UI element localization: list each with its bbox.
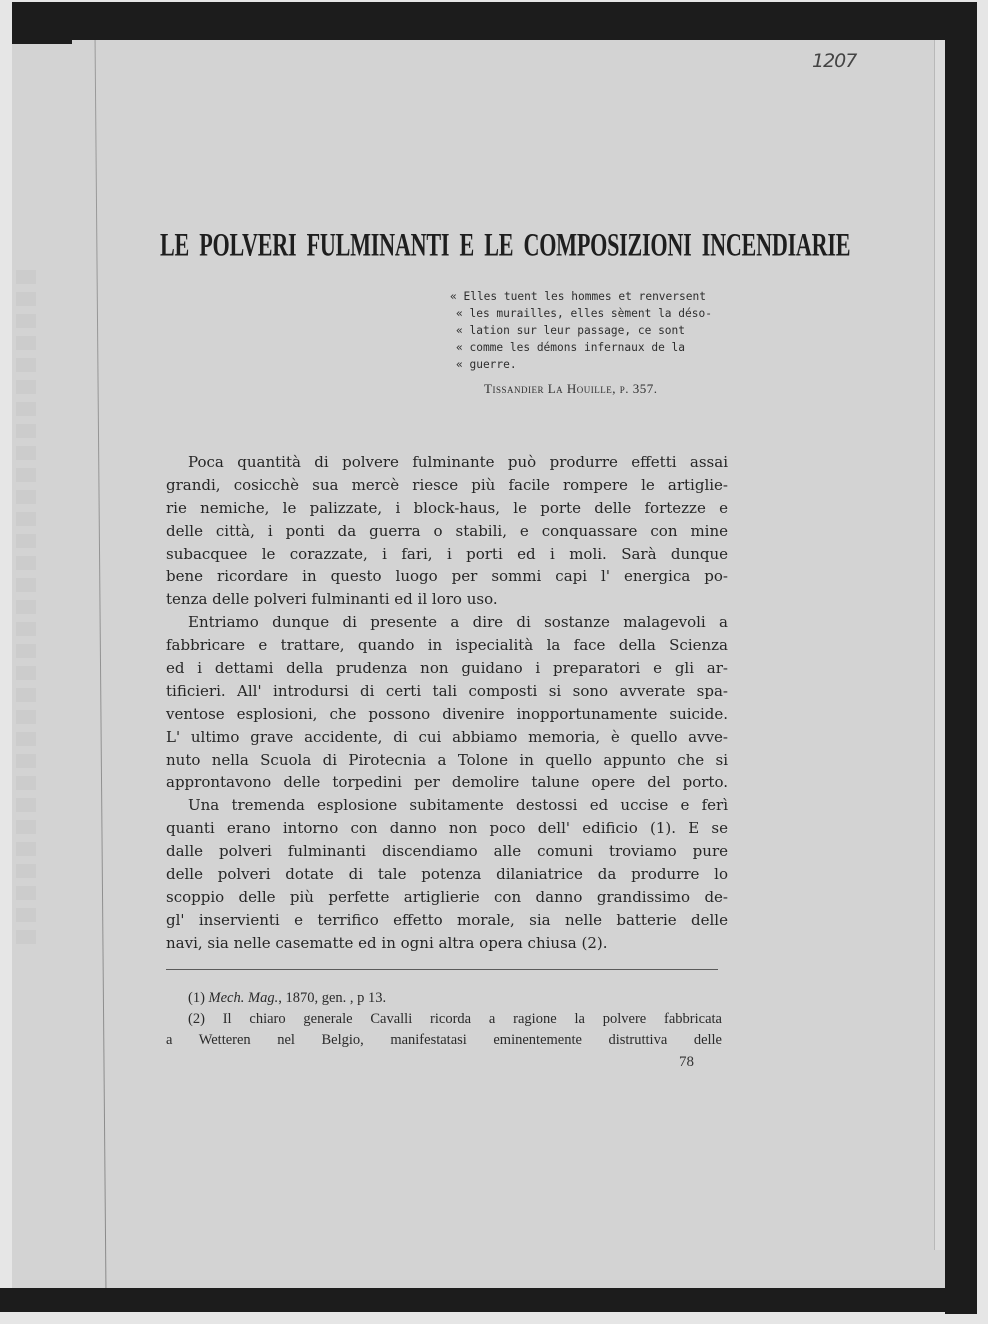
text-line: delle polveri dotate di tale potenza dilaniatrice da produrre lo xyxy=(166,865,728,884)
text-line: ventose esplosioni, che possono divenire inopportunamente suicide. xyxy=(166,704,728,723)
handwritten-archive-number: 1207 xyxy=(812,50,857,72)
footnote-1-details: , 1870, gen. , p 13. xyxy=(278,990,387,1006)
text-line: Entriamo dunque di presente a dire di sostanze malagevoli a xyxy=(188,613,728,632)
footnote-2-line: a Wetteren nel Belgio, manifestatasi eminentemente distruttiva delle xyxy=(166,1032,722,1048)
epigraph-line: « les murailles, elles sèment la déso- xyxy=(456,307,712,320)
text-line: fabbricare e trattare, quando in ispecialità la face della Scienza xyxy=(166,636,728,655)
scan-frame-top xyxy=(12,2,977,44)
text-line: quanti erano intorno con danno non poco dell' edificio (1). E se xyxy=(166,819,728,838)
text-line: nuto nella Scuola di Pirotecnia a Tolone in quello appunto che si xyxy=(166,750,728,769)
text-line: navi, sia nelle casematte ed in ogni altra opera chiusa (2). xyxy=(166,933,608,952)
text-line: rie nemiche, le palizzate, i block-haus, le porte delle fortezze e xyxy=(166,498,728,517)
epigraph xyxy=(450,288,722,373)
facing-page-bleed xyxy=(16,270,36,950)
text-line: grandi, cosicchè sua mercè riesce più facile rompere le artiglie- xyxy=(166,475,728,494)
text-line: subacquee le corazzate, i fari, i porti ed i moli. Sarà dunque xyxy=(166,544,728,563)
text-line: dalle polveri fulminanti discendiamo alle comuni troviamo pure xyxy=(166,842,728,861)
footnote-separator xyxy=(166,969,718,970)
page-number: 78 xyxy=(679,1054,694,1070)
scan-frame-bottom xyxy=(0,1288,977,1312)
text-line: tificieri. All' introdursi di certi tali composti si sono avverate spa- xyxy=(166,681,728,700)
chapter-title: LE POLVERI FULMINANTI E LE COMPOSIZIONI INCENDIARIE xyxy=(160,226,851,263)
footnote-1-marker: (1) xyxy=(188,990,205,1006)
body-text xyxy=(166,451,728,955)
footnote-1-source: Mech. Mag. xyxy=(208,990,279,1006)
text-line: Poca quantità di polvere fulminante può produrre effetti assai xyxy=(188,453,728,471)
epigraph-line: « guerre. xyxy=(456,358,517,371)
page-edge-strip xyxy=(934,40,945,1250)
text-line: gl' inservienti e terrifico effetto morale, sia nelle batterie delle xyxy=(166,910,728,929)
page-fold-line xyxy=(95,40,107,1288)
footnote-1 xyxy=(166,988,722,1009)
text-line: Una tremenda esplosione subitamente destossi ed uccise e ferì xyxy=(188,796,728,815)
epigraph-line: « comme les démons infernaux de la xyxy=(456,341,686,354)
footnote-2-line: (2) Il chiaro generale Cavalli ricorda a ragione la polvere fabbricata xyxy=(188,1011,722,1027)
epigraph-line: « Elles tuent les hommes et renversent xyxy=(450,290,706,303)
text-line: ed i dettami della prudenza non guidano i preparatori e gli ar- xyxy=(166,659,728,678)
text-line: bene ricordare in questo luogo per sommi capi l' energica po- xyxy=(166,567,728,586)
scan-frame-right xyxy=(945,2,977,1314)
epigraph-line: « lation sur leur passage, ce sont xyxy=(456,324,686,337)
footnotes xyxy=(166,988,722,1051)
epigraph-attribution: Tissandier La Houille, p. 357. xyxy=(484,381,658,396)
text-line: delle città, i ponti da guerra o stabili, e conquassare con mine xyxy=(166,521,728,540)
text-line: approntavono delle torpedini per demolire talune opere del porto. xyxy=(166,773,728,792)
text-line: tenza delle polveri fulminanti ed il loro uso. xyxy=(166,590,498,609)
text-line: scoppio delle più perfette artiglierie con danno grandissimo de- xyxy=(166,887,728,906)
text-line: L' ultimo grave accidente, di cui abbiamo memoria, è quello avve- xyxy=(166,727,728,746)
